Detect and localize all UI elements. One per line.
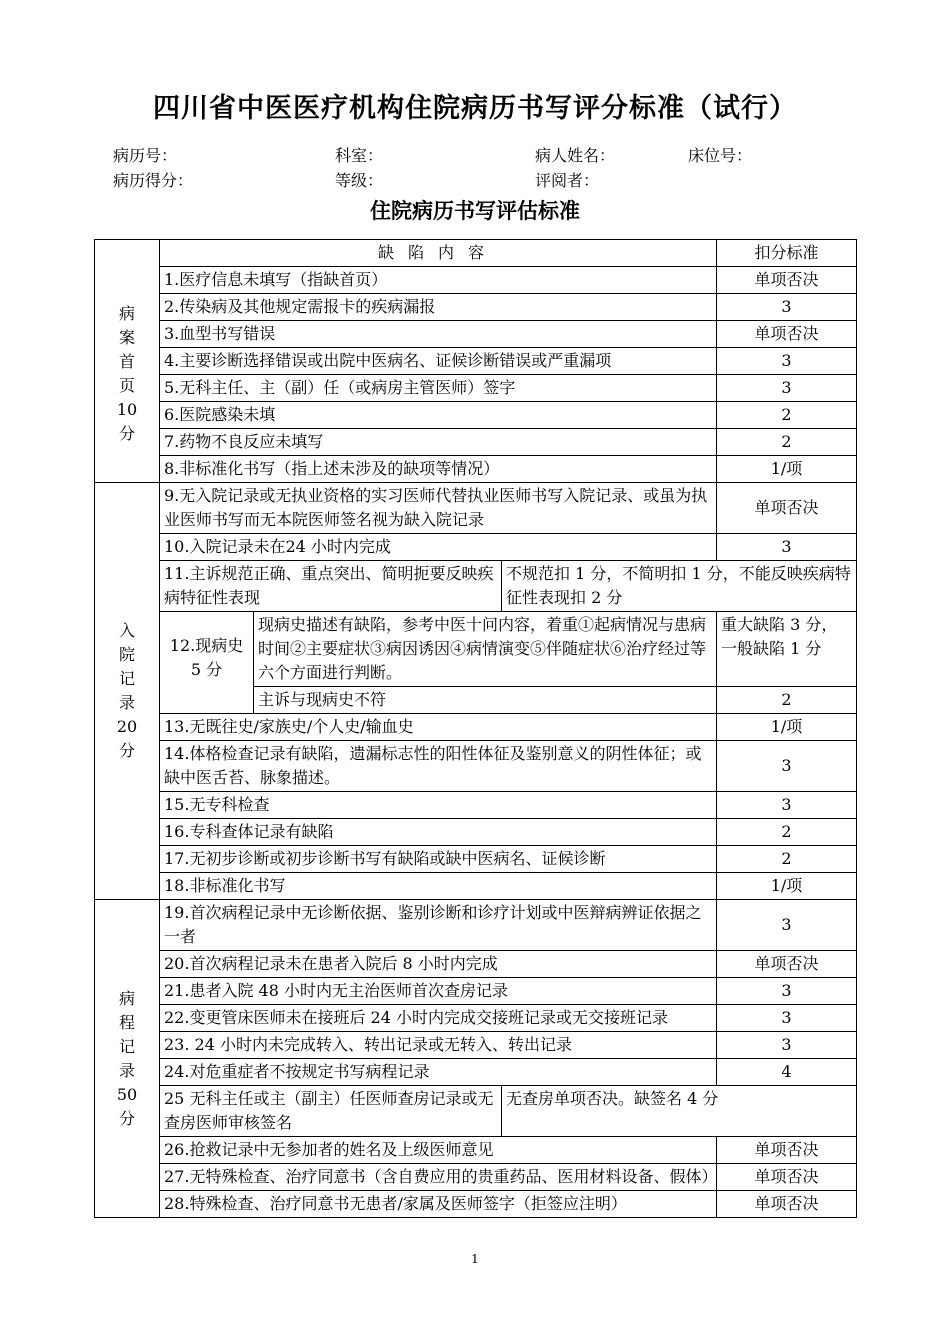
table-row [95,846,857,873]
deduct-value: 单项否决 [717,267,857,294]
defect-text: 11.主诉规范正确、重点突出、简明扼要反映疾病特征性表现 [160,561,502,612]
defect-text: 3.血型书写错误 [160,321,717,348]
section-label-progress-notes: 病 程 记 录 50 分 [95,900,160,1218]
deduct-value: 1/项 [717,873,857,900]
scoring-table [94,239,857,1218]
defect-text: 7.药物不良反应未填写 [160,429,717,456]
table-row [95,375,857,402]
deduct-value: 3 [717,792,857,819]
defect-text: 20.首次病程记录未在患者入院后 8 小时内完成 [160,951,717,978]
table-row [95,714,857,741]
section-label-admission: 入 院 记 录 20 分 [95,483,160,900]
section-label-front-page: 病 案 首 页 10 分 [95,267,160,483]
deduct-value: 3 [717,900,857,951]
defect-text: 26.抢救记录中无参加者的姓名及上级医师意见 [160,1137,717,1164]
deduct-value: 单项否决 [717,483,857,534]
defect-text: 28.特殊检查、治疗同意书无患者/家属及医师签字（拒签应注明） [160,1191,717,1218]
defect-text: 18.非标准化书写 [160,873,717,900]
defect-text: 27.无特殊检查、治疗同意书（含自费应用的贵重药品、医用材料设备、假体） [160,1164,717,1191]
deduct-value: 3 [717,348,857,375]
deduct-value: 单项否决 [717,1191,857,1218]
defect-text: 10.入院记录未在24 小时内完成 [160,534,717,561]
table-row [95,534,857,561]
table-row [95,792,857,819]
defect-text: 2.传染病及其他规定需报卡的疾病漏报 [160,294,717,321]
deduct-value: 1/项 [717,714,857,741]
table-row [95,1137,857,1164]
deduct-value: 3 [717,294,857,321]
defect-text: 13.无既往史/家族史/个人史/输血史 [160,714,717,741]
deduct-value: 2 [717,429,857,456]
deduct-value: 4 [717,1059,857,1086]
defect-text: 22.变更管床医师未在接班后 24 小时内完成交接班记录或无交接班记录 [160,1005,717,1032]
table-row [95,1005,857,1032]
table-row [95,1059,857,1086]
table-row [95,741,857,792]
table-row [95,1191,857,1218]
deduct-value: 单项否决 [717,1137,857,1164]
table-row [95,978,857,1005]
deduct-value: 3 [717,375,857,402]
defect-text: 14.体格检查记录有缺陷，遗漏标志性的阳性体征及鉴别意义的阴性体征；或缺中医舌苔、脉象描述。 [160,741,717,792]
document-title: 四川省中医医疗机构住院病历书写评分标准（试行） [153,93,797,124]
defect-text: 主诉与现病史不符 [254,687,717,714]
defect-text: 21.患者入院 48 小时内无主治医师首次查房记录 [160,978,717,1005]
deduct-value: 单项否决 [717,951,857,978]
defect-text: 9.无入院记录或无执业资格的实习医师代替执业医师书写入院记录、或虽为执业医师书写而无本院医师签名视为缺入院记录 [160,483,717,534]
table-row [95,402,857,429]
page-number: 1 [471,1252,479,1266]
defect-text: 15.无专科检查 [160,792,717,819]
table-row [95,267,857,294]
defect-text: 6.医院感染未填 [160,402,717,429]
table-row [95,900,857,951]
score-label: 病历得分： [113,171,194,190]
table-row [95,483,857,534]
record-no-label: 病历号： [113,146,178,165]
defect-text: 8.非标准化书写（指上述未涉及的缺项等情况） [160,456,717,483]
col-header-defect: 缺陷内容 [160,240,717,267]
table-row [95,561,857,612]
table-row [95,429,857,456]
defect-text: 1.医疗信息未填写（指缺首页） [160,267,717,294]
table-row [95,612,857,687]
deduct-value: 不规范扣 1 分，不简明扣 1 分，不能反映疾病特征性表现扣 2 分 [502,561,857,612]
present-illness-label: 12.现病史 5 分 [160,612,254,714]
defect-text: 24.对危重症者不按规定书写病程记录 [160,1059,717,1086]
deduct-value: 单项否决 [717,321,857,348]
deduct-value: 无查房单项否决。缺签名 4 分 [502,1086,857,1137]
table-row [95,1032,857,1059]
deduct-value: 3 [717,534,857,561]
defect-text: 23. 24 小时内未完成转入、转出记录或无转入、转出记录 [160,1032,717,1059]
table-row [95,951,857,978]
table-row [95,456,857,483]
table-row [95,348,857,375]
deduct-value: 3 [717,1005,857,1032]
defect-text: 19.首次病程记录中无诊断依据、鉴别诊断和诊疗计划或中医辩病辨证依据之一者 [160,900,717,951]
patient-name-label: 病人姓名： [535,146,616,165]
deduct-value: 2 [717,687,857,714]
deduct-value: 2 [717,402,857,429]
deduct-value: 2 [717,819,857,846]
department-label: 科室： [335,146,384,165]
table-row [95,873,857,900]
bed-no-label: 床位号： [688,146,753,165]
table-subtitle: 住院病历书写评估标准 [370,199,580,223]
col-header-deduct: 扣分标准 [717,240,857,267]
deduct-value: 3 [717,1032,857,1059]
defect-text: 17.无初步诊断或初步诊断书写有缺陷或缺中医病名、证候诊断 [160,846,717,873]
section-header-blank [95,240,160,267]
table-row [95,321,857,348]
defect-text: 5.无科主任、主（副）任（或病房主管医师）签字 [160,375,717,402]
deduct-value: 1/项 [717,456,857,483]
table-row [95,1164,857,1191]
defect-text: 现病史描述有缺陷，参考中医十问内容，着重①起病情况与患病时间②主要症状③病因诱因④病情演变⑤伴随症状⑥治疗经过等六个方面进行判断。 [254,612,717,687]
reviewer-label: 评阅者： [535,171,600,190]
defect-text: 25 无科主任或主（副主）任医师查房记录或无查房医师审核签名 [160,1086,502,1137]
defect-text: 16.专科查体记录有缺陷 [160,819,717,846]
defect-text: 4.主要诊断选择错误或出院中医病名、证候诊断错误或严重漏项 [160,348,717,375]
deduct-value: 重大缺陷 3 分，一般缺陷 1 分 [717,612,857,687]
deduct-value: 单项否决 [717,1164,857,1191]
table-row [95,1086,857,1137]
table-row [95,294,857,321]
table-row [95,819,857,846]
table-header-row [95,240,857,267]
grade-label: 等级： [335,171,384,190]
deduct-value: 2 [717,846,857,873]
deduct-value: 3 [717,978,857,1005]
deduct-value: 3 [717,741,857,792]
